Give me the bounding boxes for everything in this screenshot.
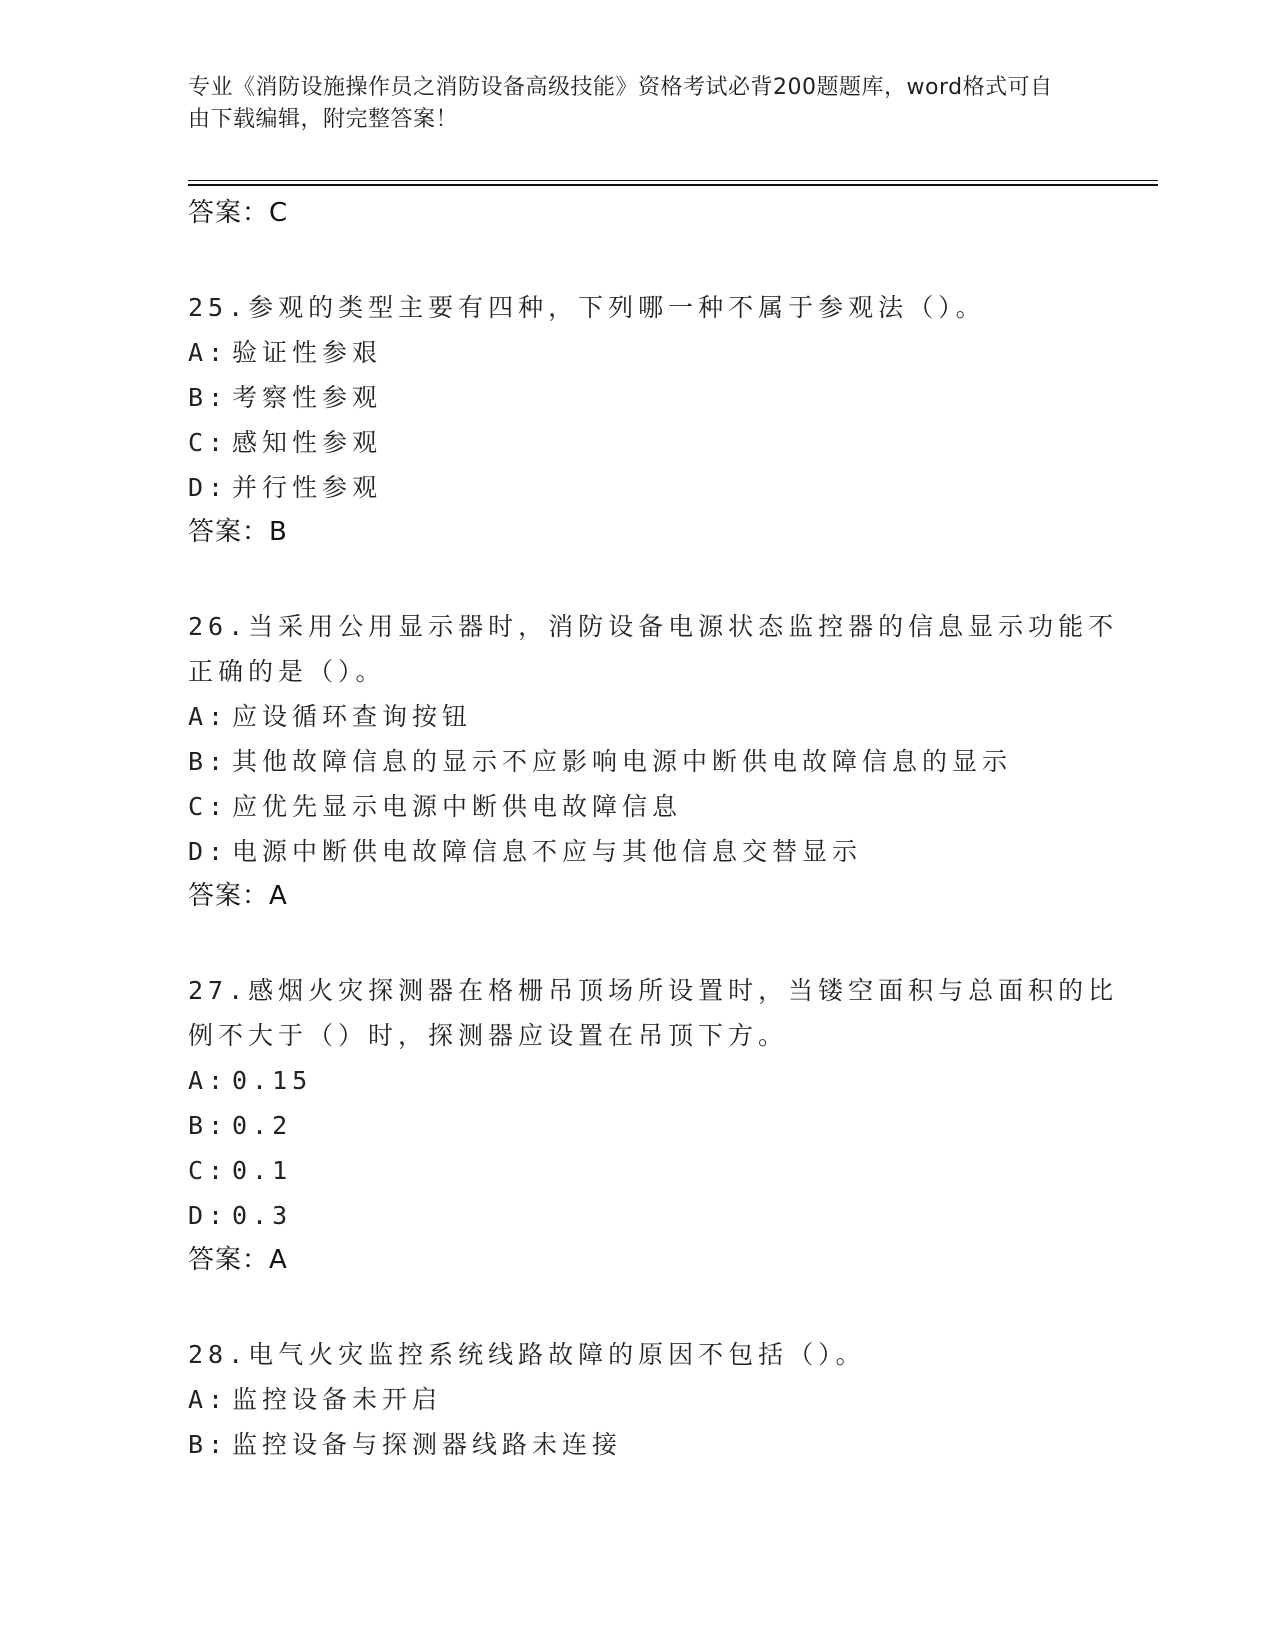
option-letter: D: — [188, 473, 229, 502]
option-b — [188, 1103, 1148, 1148]
option-text: 考察性参观 — [232, 383, 383, 412]
answer-line: 答案：A — [188, 881, 288, 911]
option-d — [188, 1193, 1148, 1238]
option-letter: B: — [188, 1111, 229, 1140]
question-list — [188, 191, 1148, 1517]
option-d — [188, 465, 1148, 510]
option-text: 应优先显示电源中断供电故障信息 — [232, 792, 683, 821]
previous-answer: 答案：C — [188, 198, 289, 228]
option-text: 验证性参艰 — [232, 338, 383, 367]
option-d — [188, 829, 1148, 874]
option-letter: D: — [188, 837, 229, 866]
option-a — [188, 694, 1148, 739]
option-letter: B: — [188, 383, 229, 412]
question-stem: 27.感烟火灾探测器在格栅吊顶场所设置时，当镂空面积与总面积的比例不大于（）时，探测器应设置在吊顶下方。 — [188, 976, 1119, 1050]
option-c — [188, 420, 1148, 465]
option-text: 0.3 — [232, 1201, 293, 1230]
option-letter: A: — [188, 1385, 229, 1414]
option-letter: A: — [188, 1066, 229, 1095]
question-block — [188, 968, 1148, 1282]
document-header: 专业《消防设施操作员之消防设备高级技能》资格考试必背200题题库，word格式可自由下载编辑，附完整答案！ — [188, 75, 1053, 132]
option-letter: C: — [188, 792, 229, 821]
question-block — [188, 604, 1148, 918]
option-a — [188, 330, 1148, 375]
option-text: 应设循环查询按钮 — [232, 702, 473, 731]
question-stem: 26.当采用公用显示器时，消防设备电源状态监控器的信息显示功能不正确的是（）。 — [188, 612, 1119, 686]
answer-line: 答案：B — [188, 517, 288, 547]
option-text: 0.2 — [232, 1111, 293, 1140]
option-text: 监控设备未开启 — [232, 1385, 443, 1414]
option-b — [188, 739, 1148, 784]
header-rule-thin — [188, 180, 1158, 181]
option-b — [188, 1422, 1148, 1467]
option-letter: B: — [188, 1430, 229, 1459]
option-letter: C: — [188, 1156, 229, 1185]
option-text: 感知性参观 — [232, 428, 383, 457]
question-stem: 28.电气火灾监控系统线路故障的原因不包括（）。 — [188, 1340, 866, 1369]
question-block — [188, 1332, 1148, 1467]
header-rule-thick — [188, 184, 1158, 186]
option-text: 电源中断供电故障信息不应与其他信息交替显示 — [232, 837, 863, 866]
option-a — [188, 1058, 1148, 1103]
option-text: 监控设备与探测器线路未连接 — [232, 1430, 623, 1459]
option-text: 其他故障信息的显示不应影响电源中断供电故障信息的显示 — [232, 747, 1013, 776]
option-text: 0.15 — [232, 1066, 313, 1095]
option-letter: C: — [188, 428, 229, 457]
question-stem: 25.参观的类型主要有四种，下列哪一种不属于参观法（）。 — [188, 293, 986, 322]
question-block — [188, 285, 1148, 554]
option-letter: B: — [188, 747, 229, 776]
option-letter: A: — [188, 702, 229, 731]
option-text: 0.1 — [232, 1156, 293, 1185]
option-letter: D: — [188, 1201, 229, 1230]
option-c — [188, 784, 1148, 829]
option-c — [188, 1148, 1148, 1193]
option-a — [188, 1377, 1148, 1422]
option-text: 并行性参观 — [232, 473, 383, 502]
option-b — [188, 375, 1148, 420]
answer-line: 答案：A — [188, 1245, 288, 1275]
option-letter: A: — [188, 338, 229, 367]
